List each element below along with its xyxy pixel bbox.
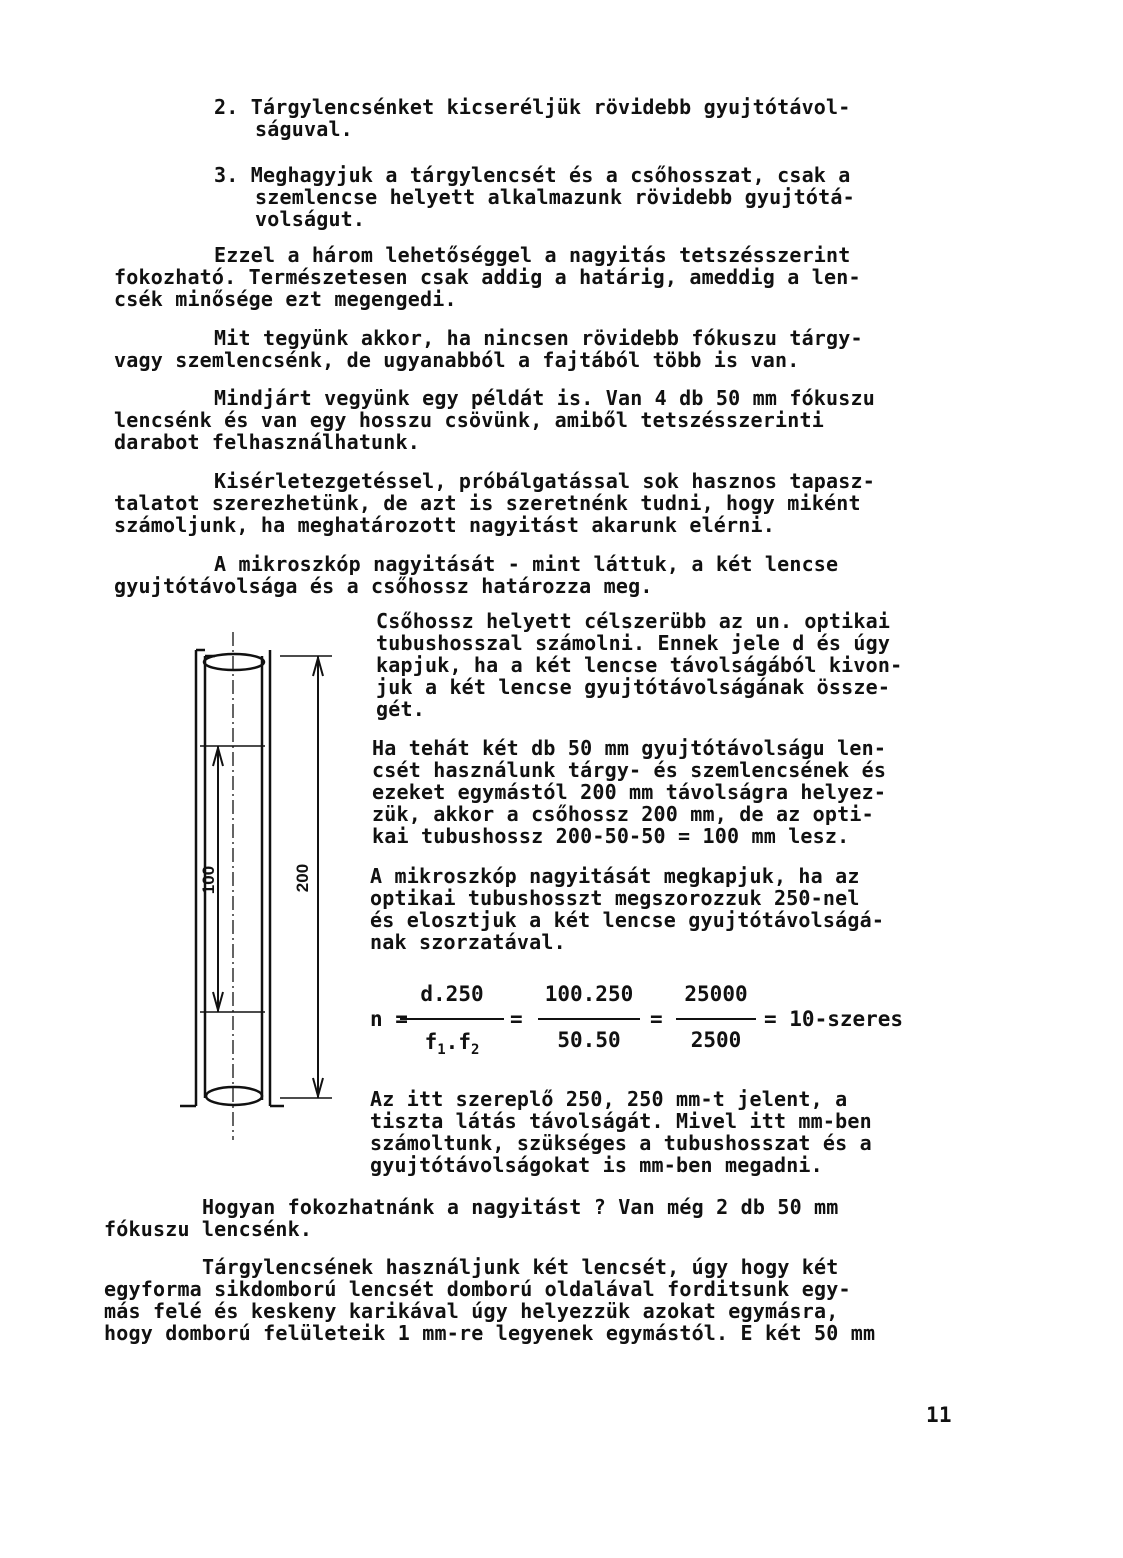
para-5-line-2: gyujtótávolsága és a csőhossz határozza meg.	[114, 574, 653, 598]
formula-equals-1: =	[510, 1007, 523, 1031]
col-4-line-1: Az itt szereplő 250, 250 mm-t jelent, a	[370, 1087, 848, 1111]
col-2-line-5: kai tubushossz 200-50-50 = 100 mm lesz.	[372, 824, 850, 848]
para-6-line-1: Hogyan fokozhatnánk a nagyitást ? Van még 2 db 50 mm	[202, 1195, 839, 1219]
col-3-line-3: és elosztjuk a két lencse gyujtótávolságá-	[370, 908, 885, 932]
para-2-line-2: vagy szemlencsénk, de ugyanabból a fajtából több is van.	[114, 348, 800, 372]
para-7-line-3: más felé és keskeny karikával úgy helyezzük azokat egymásra,	[104, 1299, 839, 1323]
label-100: 100	[199, 865, 218, 895]
item-2-line-2: ságuval.	[255, 117, 353, 141]
para-3-line-3: darabot felhasználhatunk.	[114, 430, 421, 454]
col-2-line-1: Ha tehát két db 50 mm gyujtótávolságu len-	[372, 736, 887, 760]
para-4-line-3: számoljunk, ha meghatározott nagyitást akarunk elérni.	[114, 513, 776, 537]
col-3-line-4: nak szorzatával.	[370, 930, 566, 954]
tube-right-wall	[262, 650, 270, 1106]
item-3-line-2: szemlencse helyett alkalmazunk rövidebb gyujtótá-	[255, 185, 855, 209]
col-4-line-3: számoltunk, szükséges a tubushosszat és a	[370, 1131, 872, 1155]
col-2-line-4: zük, akkor a csőhossz 200 mm, de az opti-	[372, 802, 874, 826]
item-2-line-1: 2. Tárgylencsénket kicseréljük rövidebb gyujtótávol-	[214, 95, 851, 119]
para-7-line-2: egyforma sikdomború lencsét domború oldalával forditsunk egy-	[104, 1277, 851, 1301]
col-3-line-2: optikai tubushosszt megszorozzuk 250-nel	[370, 886, 860, 910]
para-3-line-1: Mindjárt vegyünk egy példát is. Van 4 db 50 mm fókuszu	[214, 386, 876, 410]
formula-equals-2: =	[650, 1007, 663, 1031]
formula-lhs: n =	[370, 1007, 408, 1031]
col-4-line-4: gyujtótávolságokat is mm-ben megadni.	[370, 1153, 823, 1177]
col-1-line-3: kapjuk, ha a két lencse távolságából kivon-	[376, 653, 903, 677]
item-3-line-3: volságut.	[255, 207, 366, 231]
para-4-line-2: talatot szerezhetünk, de azt is szeretnénk tudni, hogy miként	[114, 491, 861, 515]
para-4-line-1: Kisérletezgetéssel, próbálgatással sok hasznos tapasz-	[214, 469, 876, 493]
col-1-line-4: juk a két lencse gyujtótávolságának össze-	[376, 675, 891, 699]
item-3-line-1: 3. Meghagyjuk a tárgylencsét és a csőhosszat, csak a	[214, 163, 851, 187]
col-1-line-5: gét.	[376, 697, 425, 721]
fraction-1-denominator: $f_1.f_2$	[424, 1030, 480, 1059]
col-1-line-1: Csőhossz helyett célszerübb az un. optikai	[376, 609, 891, 633]
fraction-1-numerator: d.250	[420, 982, 484, 1006]
formula-result: = 10-szeres	[764, 1007, 904, 1031]
col-2-line-3: ezeket egymástól 200 mm távolságra helyez-	[372, 780, 887, 804]
para-5-line-1: A mikroszkóp nagyitását - mint láttuk, a két lencse	[214, 552, 839, 576]
para-7-line-4: hogy domború felületeik 1 mm-re legyenek egymástól. E két 50 mm	[104, 1321, 876, 1345]
para-2-line-1: Mit tegyünk akkor, ha nincsen rövidebb fókuszu tárgy-	[214, 326, 863, 350]
col-3-line-1: A mikroszkóp nagyitását megkapjuk, ha az	[370, 864, 860, 888]
eyepiece-lens	[204, 654, 264, 670]
col-4-line-2: tiszta látás távolságát. Mivel itt mm-ben	[370, 1109, 872, 1133]
para-3-line-2: lencsénk és van egy hosszu csövünk, amiből tetszésszerinti	[114, 408, 824, 432]
objective-lens	[206, 1087, 262, 1105]
page-number: 11	[926, 1403, 952, 1427]
para-1-line-2: fokozható. Természetesen csak addig a határig, ameddig a len-	[114, 265, 861, 289]
para-1-line-1: Ezzel a három lehetőséggel a nagyitás tetszésszerint	[214, 243, 851, 267]
fraction-3-numerator: 25000	[684, 982, 748, 1006]
col-2-line-2: csét használunk tárgy- és szemlencsének és	[372, 758, 887, 782]
para-7-line-1: Tárgylencsének használjunk két lencsét, úgy hogy két	[202, 1255, 839, 1279]
fraction-3-denominator: 2500	[690, 1028, 742, 1052]
para-6-line-2: fókuszu lencsénk.	[104, 1217, 313, 1241]
fraction-2-numerator: 100.250	[544, 982, 634, 1006]
label-200: 200	[293, 863, 312, 893]
fraction-2-denominator: 50.50	[557, 1028, 621, 1052]
para-1-line-3: csék minősége ezt megengedi.	[114, 287, 457, 311]
col-1-line-2: tubushosszal számolni. Ennek jele d és úgy	[376, 631, 891, 655]
